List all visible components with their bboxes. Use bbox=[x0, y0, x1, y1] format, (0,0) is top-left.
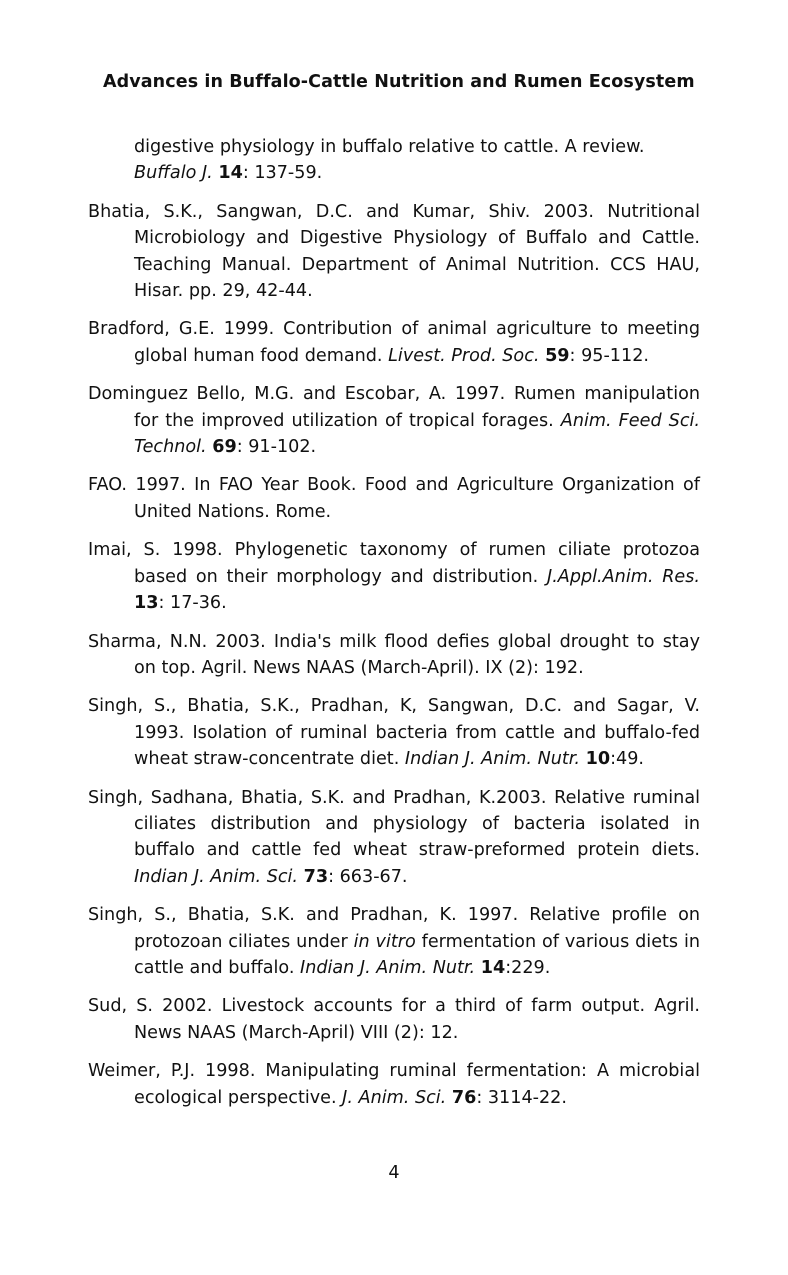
reference-item: digestive physiology in buffalo relative to cattle. A review. Buffalo J. 14: 137-59. bbox=[134, 137, 645, 184]
running-header: Advances in Buffalo-Cattle Nutrition and Rumen Ecosystem bbox=[103, 72, 695, 92]
reference-item: Weimer, P.J. 1998. Manipulating ruminal fermentation: A microbial ecological perspective. J. Anim. Sci. 76: 3114-22. bbox=[88, 1061, 700, 1108]
reference-item: Singh, S., Bhatia, S.K. and Pradhan, K. 1997. Relative profile on protozoan ciliates under in vitro fermentation of various diets in cattle and buffalo. Indian J. Anim. Nutr. 14:229. bbox=[88, 905, 701, 978]
journal-name: Indian J. Anim. Sci. bbox=[134, 866, 299, 887]
reference-item: Imai, S. 1998. Phylogenetic taxonomy of rumen ciliate protozoa based on their morphology and distribution. J.Appl.Anim. Res. 13: 17-36. bbox=[88, 540, 701, 614]
reference-item: Singh, Sadhana, Bhatia, S.K. and Pradhan, K.2003. Relative ruminal ciliates distribution and physiology of bacteria isolated in buffalo and cattle fed wheat straw-preformed protein diets. Indian J. Anim. Sci. 73: 663-67. bbox=[88, 787, 700, 887]
reference-item: Singh, S., Bhatia, S.K., Pradhan, K, Sangwan, D.C. and Sagar, V. 1993. Isolation of ruminal bacteria from cattle and buffalo-fed wheat straw-concentrate diet. Indian J. Anim. Nutr. 10:49. bbox=[88, 696, 700, 770]
italic-term: in vitro bbox=[353, 931, 416, 952]
reference-list bbox=[88, 134, 700, 1123]
reference-item: Bradford, G.E. 1999. Contribution of animal agriculture to meeting global human food demand. Livest. Prod. Soc. 59: 95-112. bbox=[88, 319, 700, 366]
reference-item: Dominguez Bello, M.G. and Escobar, A. 1997. Rumen manipulation for the improved utilization of tropical forages. Anim. Feed Sci. Technol. 69: 91-102. bbox=[88, 384, 701, 458]
volume: 14 bbox=[480, 957, 506, 978]
journal-name: J. Anim. Sci. bbox=[342, 1087, 447, 1108]
volume: 59 bbox=[545, 345, 570, 366]
journal-name: Indian J. Anim. Nutr. bbox=[404, 749, 581, 770]
volume: 69 bbox=[212, 437, 237, 458]
volume: 13 bbox=[134, 593, 159, 614]
volume: 73 bbox=[303, 866, 329, 887]
reference-item: FAO. 1997. In FAO Year Book. Food and Agriculture Organization of United Nations. Rome. bbox=[88, 475, 700, 522]
reference-item: Sud, S. 2002. Livestock accounts for a third of farm output. Agril. News NAAS (March-April) VIII (2): 12. bbox=[88, 996, 700, 1043]
journal-name: Buffalo J. bbox=[134, 163, 213, 184]
journal-name: J.Appl.Anim. Res. bbox=[547, 566, 701, 587]
journal-name: Anim. Feed Sci. Technol. bbox=[134, 410, 701, 458]
page-number: 4 bbox=[388, 1163, 400, 1183]
volume: 76 bbox=[451, 1087, 477, 1108]
reference-item: Sharma, N.N. 2003. India's milk flood defies global drought to stay on top. Agril. News NAAS (March-April). IX (2): 192. bbox=[88, 631, 700, 678]
journal-name: Indian J. Anim. Nutr. bbox=[300, 957, 476, 978]
volume: 10 bbox=[585, 749, 611, 770]
reference-item: Bhatia, S.K., Sangwan, D.C. and Kumar, Shiv. 2003. Nutritional Microbiology and Digestive Physiology of Buffalo and Cattle. Teaching Manual. Department of Animal Nutrition. CCS HAU, Hisar. pp. 29, 42-44. bbox=[88, 201, 700, 302]
journal-name: Livest. Prod. Soc. bbox=[388, 345, 540, 366]
volume: 14 bbox=[218, 163, 243, 184]
